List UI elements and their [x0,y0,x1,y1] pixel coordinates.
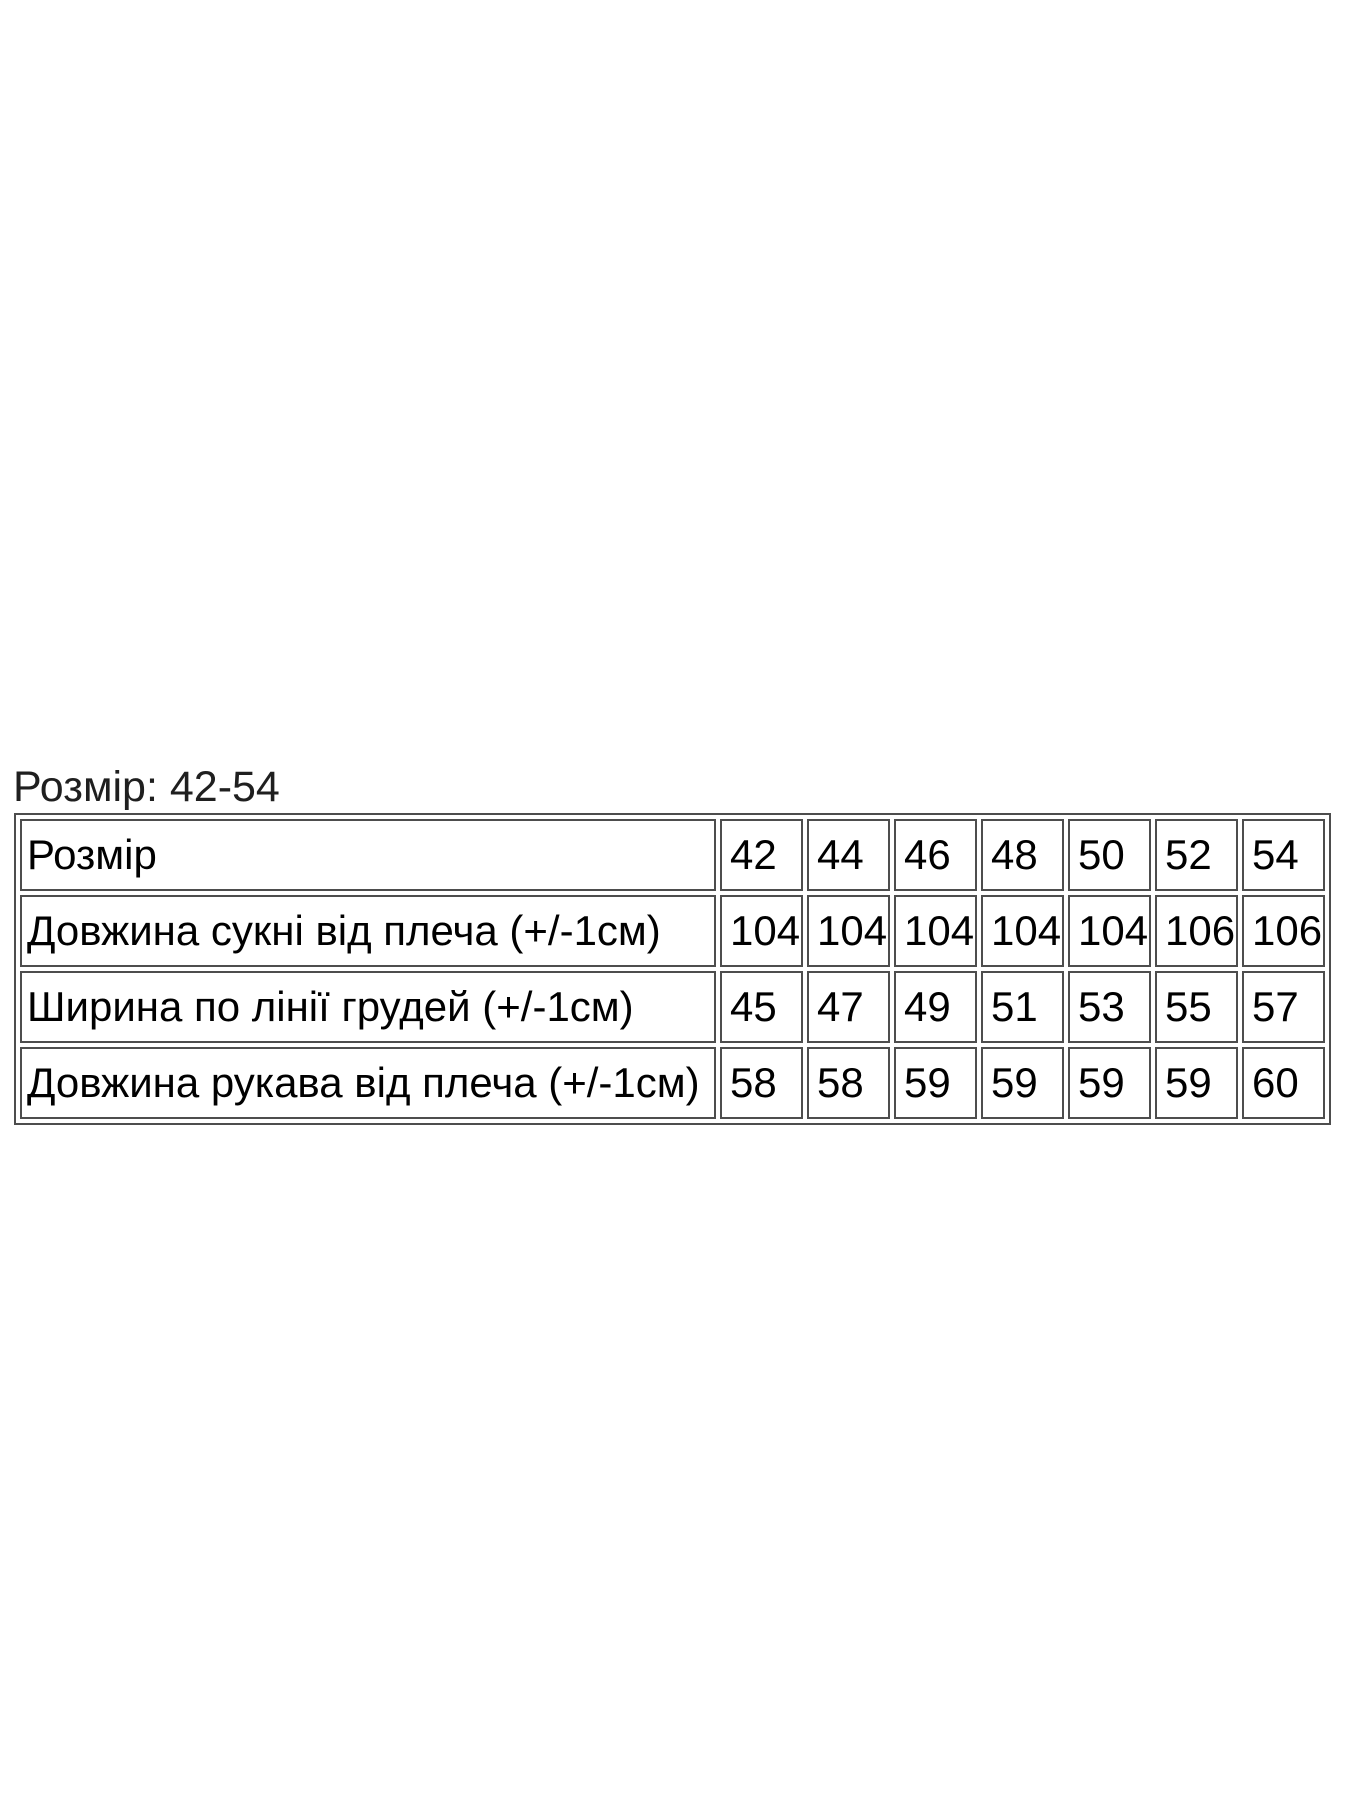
value-cell: 59 [1155,1047,1238,1119]
value-cell: 46 [894,819,977,891]
value-cell: 104 [807,895,890,967]
value-cell: 52 [1155,819,1238,891]
value-cell: 48 [981,819,1064,891]
value-cell: 104 [720,895,803,967]
value-cell: 58 [720,1047,803,1119]
row-label: Довжина сукні від плеча (+/-1см) [20,895,716,967]
value-cell: 106 [1242,895,1325,967]
value-cell: 42 [720,819,803,891]
value-cell: 104 [1068,895,1151,967]
value-cell: 106 [1155,895,1238,967]
value-cell: 47 [807,971,890,1043]
value-cell: 104 [981,895,1064,967]
value-cell: 55 [1155,971,1238,1043]
value-cell: 54 [1242,819,1325,891]
value-cell: 59 [894,1047,977,1119]
table-row [20,895,1325,967]
value-cell: 53 [1068,971,1151,1043]
table-row [20,971,1325,1043]
row-label: Ширина по лінії грудей (+/-1см) [20,971,716,1043]
value-cell: 50 [1068,819,1151,891]
value-cell: 58 [807,1047,890,1119]
size-table [14,813,1331,1125]
value-cell: 57 [1242,971,1325,1043]
value-cell: 59 [981,1047,1064,1119]
value-cell: 104 [894,895,977,967]
value-cell: 44 [807,819,890,891]
value-cell: 45 [720,971,803,1043]
value-cell: 60 [1242,1047,1325,1119]
row-label: Розмір [20,819,716,891]
table-row [20,819,1325,891]
value-cell: 51 [981,971,1064,1043]
value-cell: 49 [894,971,977,1043]
value-cell: 59 [1068,1047,1151,1119]
clipped-size-heading [13,763,433,811]
table-row [20,1047,1325,1119]
clipped-size-heading-text: Розмір: 42-54 [13,763,280,811]
row-label: Довжина рукава від плеча (+/-1см) [20,1047,716,1119]
